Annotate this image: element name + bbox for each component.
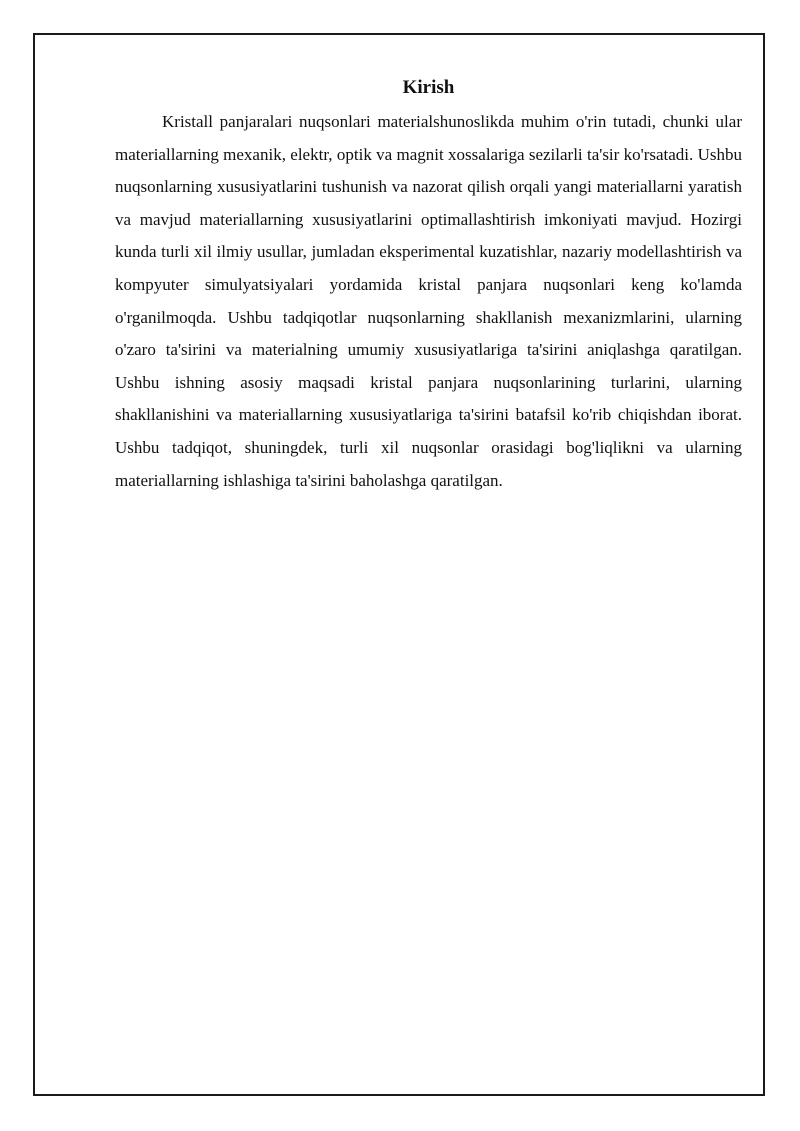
section-heading: Kirish <box>402 77 455 98</box>
document-content <box>115 74 742 497</box>
body-paragraph: Kristall panjaralari nuqsonlari materialshunoslikda muhim o'rin tutadi, chunki ular materiallarning mexanik, elektr, optik va magnit xossalariga sezilarli ta'sir ko'rsatadi. Ushbu nuqsonlarning xususiyatlarini tushunish va nazorat qilish orqali yangi materiallarni yaratish va mavjud materiallarning xususiyatlarini optimallashtirish imkoniyati mavjud. Hozirgi kunda turli xil ilmiy usullar, jumladan eksperimental kuzatishlar, nazariy modellashtirish va kompyuter simulyatsiyalari yordamida kristal panjara nuqsonlari keng ko'lamda o'rganilmoqda. Ushbu tadqiqotlar nuqsonlarning shakllanish mexanizmlarini, ularning o'zaro ta'sirini va materialning umumiy xususiyatlariga ta'sirini aniqlashga qaratilgan. Ushbu ishning asosiy maqsadi kristal panjara nuqsonlarining turlarini, ularning shakllanishini va materiallarning xususiyatlariga ta'sirini batafsil ko'rib chiqishdan iborat. Ushbu tadqiqot, shuningdek, turli xil nuqsonlar orasidagi bog'liqlikni va ularning materiallarning ishlashiga ta'sirini baholashga qaratilgan. <box>115 112 742 490</box>
